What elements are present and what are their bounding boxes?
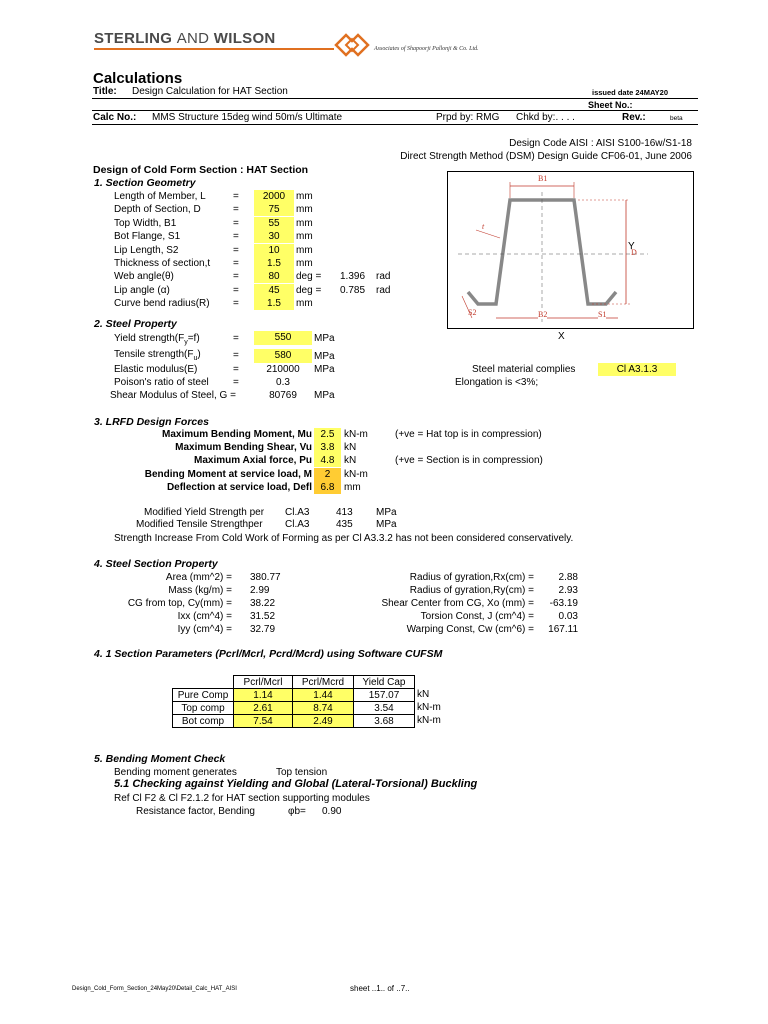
property-value: -63.19 (549, 598, 578, 609)
geometry-eq: = (233, 285, 239, 296)
property-value: 2.88 (558, 572, 578, 583)
geometry-eq: = (233, 258, 239, 269)
reference-clause: Ref Cl F2 & Cl F2.1.2 for HAT section supporting modules (114, 793, 370, 804)
property-value: 0.03 (558, 611, 578, 622)
modified-tensile-label: Modified Tensile Strengthper (136, 519, 263, 530)
geometry-extra-value: 1.396 (340, 271, 366, 282)
table-cell-yield-cap: 3.54 (353, 701, 415, 715)
design-code-line-2: Direct Strength Method (DSM) Design Guide CF06-01, June 2006 (400, 151, 692, 162)
steel-complies-value[interactable]: Cl A3.1.3 (598, 363, 676, 376)
force-label: Maximum Bending Shear, Vu (175, 442, 312, 453)
poisson-ratio-eq: = (233, 377, 239, 388)
page-title: Calculations (93, 70, 183, 87)
table-row-name: Top comp (172, 701, 234, 715)
force-label: Bending Moment at service load, M (144, 469, 312, 480)
geometry-eq: = (233, 271, 239, 282)
table-header-cell: Pcrl/Mcrl (233, 675, 293, 689)
brand-name-and: AND (176, 30, 210, 47)
modified-yield-clause: Cl.A3 (285, 507, 310, 518)
cold-work-note: Strength Increase From Cold Work of Forming as per Cl A3.3.2 has not been considered conservatively. (114, 533, 574, 544)
poisson-ratio-value: 0.3 (276, 377, 290, 388)
elastic-modulus-eq: = (233, 364, 239, 375)
geometry-eq: = (233, 191, 239, 202)
resistance-factor-symbol: φb= (288, 806, 306, 817)
geometry-unit: mm (296, 191, 313, 202)
shear-modulus-value: 80769 (269, 390, 297, 401)
table-cell-pcrl-mcrl[interactable]: 1.14 (233, 688, 293, 702)
property-label: Iyy (cm^4) = (177, 624, 232, 635)
geometry-eq: = (233, 245, 239, 256)
geometry-unit: mm (296, 258, 313, 269)
force-unit: kN-m (344, 429, 368, 440)
property-label: Area (mm^2) = (165, 572, 232, 583)
brand-name-a: STERLING (94, 30, 173, 47)
force-value[interactable]: 2 (314, 468, 341, 481)
force-unit: kN-m (344, 469, 368, 480)
property-label: Warping Const, Cw (cm^6) = (406, 624, 534, 635)
table-cell-yield-cap: 157.07 (353, 688, 415, 702)
modified-tensile-value: 435 (336, 519, 353, 530)
calc-no-label: Calc No.: (93, 112, 137, 123)
elastic-modulus-label: Elastic modulus(E) (114, 364, 198, 375)
design-heading: Design of Cold Form Section : HAT Section (93, 164, 309, 176)
hat-section-drawing (448, 172, 693, 328)
diagram-label-x: X (558, 331, 565, 342)
force-note: (+ve = Hat top is in compression) (395, 429, 542, 440)
geometry-unit: mm (296, 298, 313, 309)
section-geometry-heading: 1. Section Geometry (94, 177, 196, 189)
yield-strength-unit: MPa (314, 333, 335, 344)
geometry-unit: mm (296, 231, 313, 242)
rev-value: beta (670, 115, 683, 122)
geometry-value[interactable]: 1.5 (254, 297, 294, 310)
force-label: Deflection at service load, Defl (166, 482, 312, 493)
resistance-factor-value: 0.90 (322, 806, 342, 817)
header-rule-2 (92, 110, 698, 111)
geometry-value[interactable]: 30 (254, 230, 294, 243)
geometry-extra-unit: rad (376, 285, 391, 296)
title-value: Design Calculation for HAT Section (132, 86, 288, 97)
geometry-value[interactable]: 10 (254, 244, 294, 257)
calc-no-value: MMS Structure 15deg wind 50m/s Ultimate (152, 112, 343, 123)
diagram-label-s2: S2 (468, 308, 477, 317)
table-header-cell: Pcrl/Mcrd (292, 675, 354, 689)
geometry-eq: = (233, 218, 239, 229)
tensile-strength-value[interactable]: 580 (254, 349, 312, 363)
diagram-label-y: Y (628, 241, 635, 252)
yield-strength-text: Yield strength(F (114, 333, 185, 344)
footer-sheet-count: sheet ..1.. of ..7.. (350, 984, 410, 993)
force-value[interactable]: 2.5 (314, 428, 341, 441)
table-row-name: Bot comp (172, 714, 234, 728)
yield-strength-tail: =f) (187, 333, 200, 344)
property-label: Torsion Const, J (cm^4) = (420, 611, 534, 622)
property-label: Ixx (cm^4) = (177, 611, 232, 622)
property-label: Radius of gyration,Rx(cm) = (409, 572, 534, 583)
bending-check-heading: 5. Bending Moment Check (94, 753, 226, 765)
force-value[interactable]: 4.8 (314, 454, 341, 467)
elastic-modulus-value: 210000 (266, 364, 300, 375)
section-parameters-heading: 4. 1 Section Parameters (Pcrl/Mcrl, Pcrd/Mcrd) using Software CUFSM (94, 648, 443, 660)
modified-yield-value: 413 (336, 507, 353, 518)
force-label: Maximum Axial force, Pu (194, 455, 312, 466)
table-cell-pcrl-mcrl[interactable]: 2.61 (233, 701, 293, 715)
elongation-note: Elongation is <3%; (455, 377, 539, 388)
geometry-label: Length of Member, L (114, 191, 206, 202)
tensile-strength-eq: = (233, 350, 239, 361)
geometry-unit: mm (296, 218, 313, 229)
checked-by: Chkd by:. . . . (516, 112, 575, 123)
property-value: 167.11 (548, 624, 578, 635)
table-row-name: Pure Comp (172, 688, 234, 702)
property-label: CG from top, Cy(mm) = (127, 598, 232, 609)
geometry-label: Top Width, B1 (114, 218, 177, 229)
header-rule-3 (92, 124, 698, 125)
property-value: 2.99 (250, 585, 270, 596)
shear-modulus-label: Shear Modulus of Steel, G = (110, 390, 236, 401)
table-cell-unit: kN-m (417, 702, 441, 713)
force-unit: kN (344, 442, 357, 453)
resistance-factor-label: Resistance factor, Bending (136, 806, 255, 817)
geometry-unit: mm (296, 204, 313, 215)
geometry-extra-value: 0.785 (340, 285, 366, 296)
property-value: 32.79 (250, 624, 276, 635)
geometry-label: Thickness of section,t (114, 258, 211, 269)
table-cell-pcrl-mcrl[interactable]: 7.54 (233, 714, 293, 728)
geometry-eq: = (233, 298, 239, 309)
force-value[interactable]: 3.8 (314, 441, 341, 454)
force-value[interactable]: 6.8 (314, 481, 341, 494)
diagram-label-b2: B2 (538, 310, 548, 319)
modified-tensile-unit: MPa (376, 519, 397, 530)
diagram-label-b1: B1 (538, 174, 548, 183)
table-cell-pcrl-mcrd[interactable]: 1.44 (292, 688, 354, 702)
force-unit: mm (344, 482, 361, 493)
property-value: 2.93 (558, 585, 578, 596)
force-unit: kN (344, 455, 357, 466)
diagram-label-d: D (631, 248, 637, 257)
section-property-heading: 4. Steel Section Property (94, 558, 218, 570)
hat-section-diagram (447, 171, 694, 329)
property-value: 380.77 (250, 572, 281, 583)
yielding-check-heading: 5.1 Checking against Yielding and Global (Lateral-Torsional) Buckling (114, 778, 478, 790)
geometry-value[interactable]: 55 (254, 217, 294, 230)
table-header-cell: Yield Cap (353, 675, 415, 689)
brand-name-b: WILSON (213, 30, 276, 47)
geometry-label: Bot Flange, S1 (114, 231, 181, 242)
diagram-label-t: t (482, 222, 485, 231)
table-cell-pcrl-mcrd[interactable]: 8.74 (292, 701, 354, 715)
geometry-value[interactable]: 75 (254, 203, 294, 216)
geometry-label: Lip angle (α) (114, 285, 170, 296)
table-cell-unit: kN (417, 689, 430, 700)
design-code-line-1: Design Code AISI : AISI S100-16w/S1-18 (509, 138, 692, 149)
modified-yield-label: Modified Yield Strength per (144, 507, 265, 518)
yield-strength-eq: = (233, 333, 239, 344)
tensile-strength-unit: MPa (314, 351, 335, 362)
property-value: 38.22 (250, 598, 276, 609)
tensile-strength-label (114, 349, 201, 362)
sheet-no-label: Sheet No.: (588, 100, 633, 110)
geometry-extra-unit: rad (376, 271, 391, 282)
issued-date: issued date 24MAY20 (592, 88, 669, 97)
footer-file-path: Design_Cold_Form_Section_24May20\Detail_Calc_HAT_AISI (72, 986, 237, 992)
company-logo (94, 30, 276, 47)
logo-underline (94, 48, 334, 50)
poisson-ratio-label: Poison's ratio of steel (114, 377, 209, 388)
yield-strength-value[interactable]: 550 (254, 331, 312, 345)
table-cell-unit: kN-m (417, 715, 441, 726)
prepared-by: Prpd by: RMG (436, 112, 500, 123)
shear-modulus-unit: MPa (314, 390, 335, 401)
geometry-unit: deg = (296, 271, 322, 282)
title-label: Title: (93, 86, 117, 97)
geometry-eq: = (233, 231, 239, 242)
geometry-label: Lip Length, S2 (114, 245, 179, 256)
geometry-label: Depth of Section, D (114, 204, 201, 215)
logo-tagline: Associates of Shapoorji Pallonji & Co. Ltd. (374, 46, 479, 52)
geometry-value[interactable]: 45 (254, 284, 294, 297)
yield-strength-label (114, 333, 200, 346)
force-label: Maximum Bending Moment, Mu (162, 429, 312, 440)
diagram-label-s1: S1 (598, 310, 607, 319)
header-rule-1 (92, 98, 698, 99)
bending-generates-label: Bending moment generates (114, 767, 237, 778)
geometry-value[interactable]: 80 (254, 270, 294, 283)
steel-property-heading: 2. Steel Property (94, 318, 177, 330)
property-label: Shear Center from CG, Xo (mm) = (381, 598, 534, 609)
force-note: (+ve = Section is in compression) (395, 455, 543, 466)
logo-emblem-icon (332, 28, 372, 62)
geometry-value[interactable]: 1.5 (254, 257, 294, 270)
tensile-strength-tail: ) (197, 349, 201, 360)
table-cell-pcrl-mcrd[interactable]: 2.49 (292, 714, 354, 728)
property-label: Mass (kg/m) = (168, 585, 232, 596)
modified-yield-unit: MPa (376, 507, 397, 518)
lrfd-forces-heading: 3. LRFD Design Forces (94, 416, 209, 428)
geometry-label: Web angle(θ) (114, 271, 174, 282)
geometry-eq: = (233, 204, 239, 215)
steel-complies-label: Steel material complies (472, 364, 576, 375)
geometry-label: Curve bend radius(R) (114, 298, 210, 309)
geometry-unit: deg = (296, 285, 322, 296)
geometry-unit: mm (296, 245, 313, 256)
geometry-value[interactable]: 2000 (254, 190, 294, 203)
modified-tensile-clause: Cl.A3 (285, 519, 310, 530)
yield-strength-sub: y (184, 339, 188, 346)
table-cell-yield-cap: 3.68 (353, 714, 415, 728)
tensile-strength-text: Tensile strength(F (114, 349, 194, 360)
property-value: 31.52 (250, 611, 276, 622)
tensile-strength-sub: u (193, 355, 198, 362)
rev-label: Rev.: (622, 112, 646, 123)
elastic-modulus-unit: MPa (314, 364, 335, 375)
bending-generates-value: Top tension (276, 767, 328, 778)
property-label: Radius of gyration,Ry(cm) = (409, 585, 534, 596)
